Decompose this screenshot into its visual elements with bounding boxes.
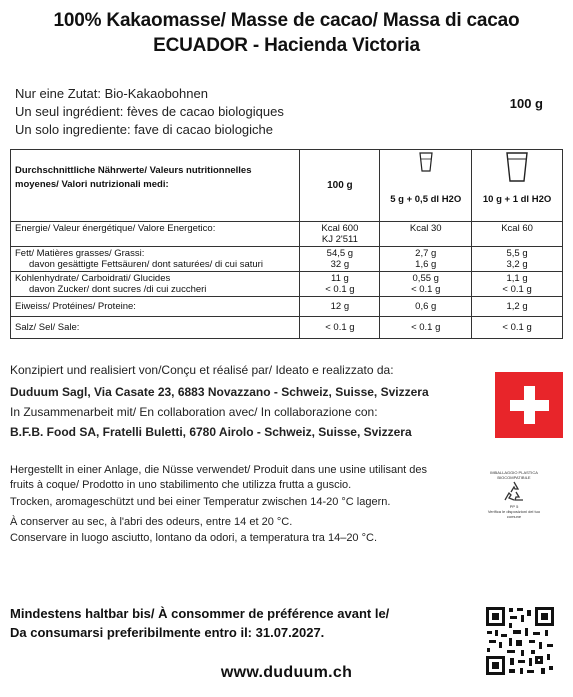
product-origin: ECUADOR - Hacienda Victoria: [153, 35, 420, 56]
nutrition-header-row: [11, 150, 563, 222]
small-cup-icon: [418, 151, 434, 173]
qr-code-icon: [485, 606, 555, 684]
allergen-note: Hergestellt in einer Anlage, die Nüsse verwendet/ Produit dans une usine utilisant des: [10, 464, 428, 476]
recycle-logo: IMBALLAGGIO PLASTICA BIOCOMPATIBILE PP 5 Verifica le disposizioni del tuo comune: [487, 470, 541, 519]
allergen-note-cont: fruits à coque/ Prodotto in uno stabilimento che utilizza frutta a guscio.: [10, 479, 352, 491]
storage-fr: À conserver au sec, à l'abri des odeurs, entre 14 et 20 °C.: [10, 516, 293, 528]
collaboration-label: In Zusammenarbeit mit/ En collaboration avec/ In collaborazione con:: [10, 405, 378, 419]
nutrition-table: [10, 149, 563, 339]
net-weight: 100 g: [509, 96, 543, 111]
col-5g-header: 5 g + 0,5 dl H2O: [380, 150, 472, 222]
website-link[interactable]: www.duduum.ch: [220, 664, 353, 681]
product-title: 100% Kakaomasse/ Masse de cacao/ Massa di cacao: [53, 10, 520, 31]
ingredients-de: Nur eine Zutat: Bio-Kakaobohnen: [15, 86, 208, 101]
swiss-flag-icon: [495, 372, 563, 438]
col-10g-header: 10 g + 1 dl H2O: [472, 150, 563, 222]
ingredients-fr: Un seul ingrédient: fèves de cacao biologiques: [15, 104, 284, 119]
row-salt: Salz/ Sel/ Sale: < 0.1 g < 0.1 g < 0.1 g: [11, 317, 563, 339]
concept-label: Konzipiert und realisiert von/Conçu et réalisé par/ Ideato e realizzato da:: [10, 363, 394, 377]
row-energy: Energie/ Valeur énergétique/ Valore Energetico: Kcal 600 KJ 2'511 Kcal 30 Kcal 60: [11, 222, 563, 247]
col-100g-header: 100 g: [300, 150, 380, 222]
producer-address: Duduum Sagl, Via Casate 23, 6883 Novazzano - Schweiz, Suisse, Svizzera: [10, 385, 429, 399]
large-cup-icon: [505, 151, 529, 183]
partner-address: B.F.B. Food SA, Fratelli Buletti, 6780 Airolo - Schweiz, Suisse, Svizzera: [10, 425, 412, 439]
storage-it: Conservare in luogo asciutto, lontano da odori, a temperatura tra 14–20 °C.: [10, 532, 378, 544]
row-protein: Eiweiss/ Protéines/ Proteine: 12 g 0,6 g 1,2 g: [11, 297, 563, 317]
row-carbs: Kohlenhydrate/ Carboidrati/ Glucides davon Zucker/ dont sucres /di cui zuccheri 11 g < 0.1 g 0,55 g < 0.1 g 1,1 g < 0.1 g: [11, 272, 563, 297]
ingredients-it: Un solo ingrediente: fave di cacao biologiche: [15, 122, 274, 137]
nutrition-header-label: Durchschnittliche Nährwerte/ Valeurs nutritionnelles moyenes/ Valori nutrizionali medi:: [11, 150, 300, 222]
recycle-icon: [501, 480, 527, 504]
best-before-date: Da consumarsi preferibilmente entro il: 31.07.2027.: [10, 625, 325, 640]
row-fat: Fett/ Matières grasses/ Grassi: davon gesättigte Fettsäuren/ dont saturées/ di cui saturi 54,5 g 32 g 2,7 g 1,6 g 5,5 g 3,2 g: [11, 247, 563, 272]
best-before-label: Mindestens haltbar bis/ À consommer de préférence avant le/: [10, 606, 390, 621]
storage-de: Trocken, aromageschützt und bei einer Temperatur zwischen 14-20 °C lagern.: [10, 496, 391, 508]
